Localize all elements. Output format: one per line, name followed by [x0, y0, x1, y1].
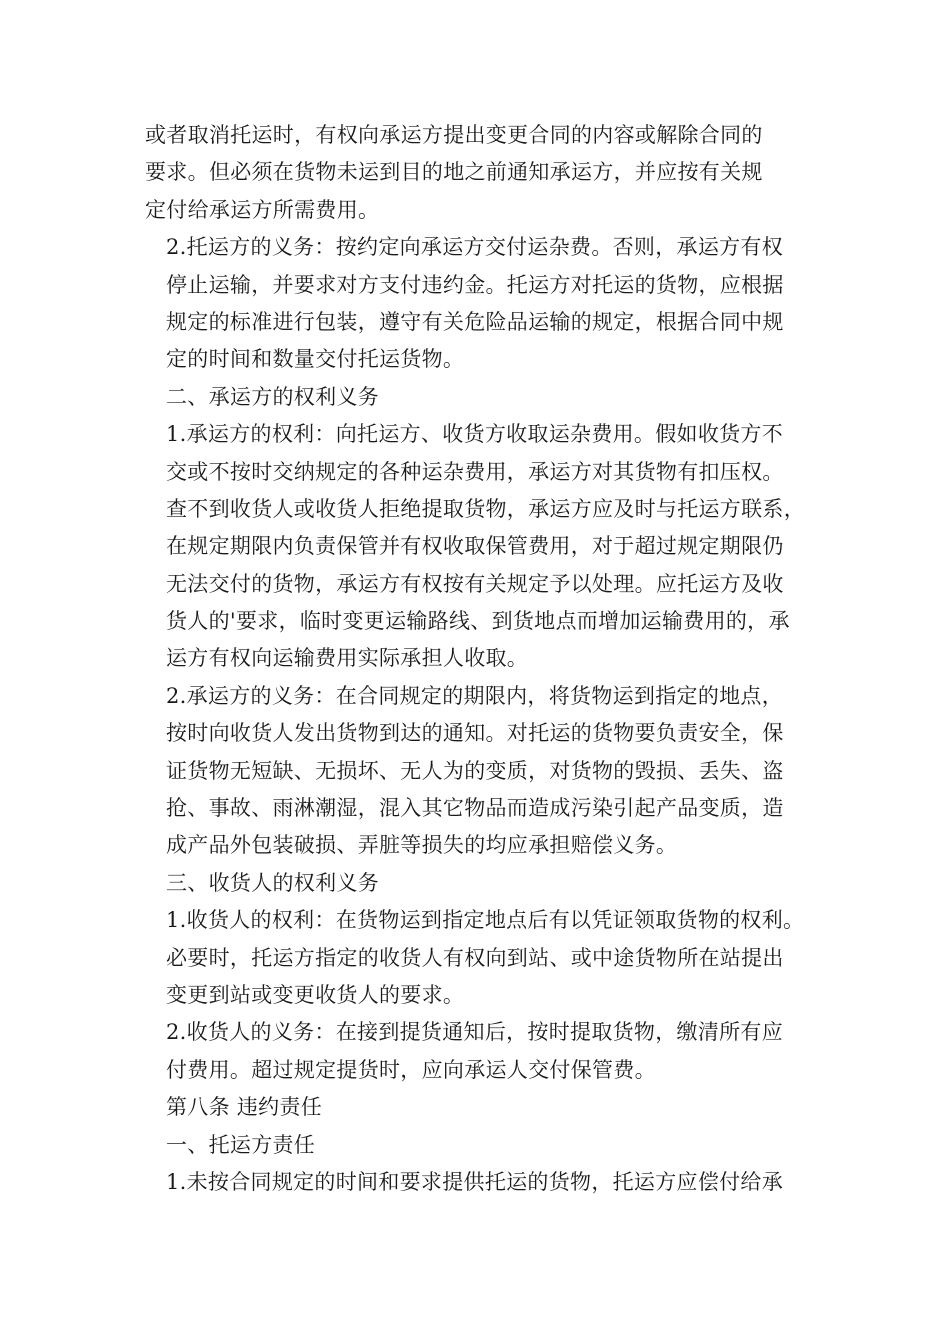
- paragraph: [145, 416, 810, 678]
- text-line: 按时向收货人发出货物到达的通知。对托运的货物要负责安全，保: [166, 721, 784, 746]
- text-line: 1.收货人的权利：在货物运到指定地点后有以凭证领取货物的权利。: [166, 908, 805, 933]
- text-line: 三、收货人的权利义务: [166, 870, 379, 895]
- text-line: 在规定期限内负责保管并有权收取保管费用，对于超过规定期限仍: [166, 534, 784, 559]
- text-line: 第八条 违约责任: [166, 1095, 323, 1120]
- text-line: 成产品外包装破损、弄脏等损失的均应承担赔偿义务。: [166, 833, 678, 858]
- paragraph: [145, 1014, 810, 1089]
- paragraph: [145, 1127, 810, 1164]
- text-line: 货人的'要求，临时变更运输路线、到货地点而增加运输费用的，承: [166, 609, 790, 634]
- text-line: 停止运输，并要求对方支付违约金。托运方对托运的货物，应根据: [166, 272, 784, 297]
- paragraph: [145, 229, 810, 379]
- paragraph: [145, 865, 810, 902]
- paragraph: [145, 1089, 810, 1126]
- text-line: 证货物无短缺、无损坏、无人为的变质，对货物的毁损、丢失、盗: [166, 758, 784, 783]
- text-line: 要求。但必须在货物未运到目的地之前通知承运方，并应按有关规: [145, 160, 763, 185]
- document-page: [145, 117, 810, 1201]
- document-body: [145, 117, 810, 1201]
- text-line: 2.承运方的义务：在合同规定的期限内，将货物运到指定的地点，: [166, 683, 784, 708]
- text-line: 2.收货人的义务：在接到提货通知后，按时提取货物，缴清所有应: [166, 1020, 784, 1045]
- text-line: 二、承运方的权利义务: [166, 384, 379, 409]
- paragraph: [145, 678, 810, 865]
- text-line: 无法交付的货物，承运方有权按有关规定予以处理。应托运方及收: [166, 571, 784, 596]
- text-line: 必要时，托运方指定的收货人有权向到站、或中途货物所在站提出: [166, 945, 784, 970]
- text-line: 规定的标准进行包装，遵守有关危险品运输的规定，根据合同中规: [166, 309, 784, 334]
- text-line: 抢、事故、雨淋潮湿，混入其它物品而造成污染引起产品变质，造: [166, 796, 784, 821]
- text-line: 2.托运方的义务：按约定向承运方交付运杂费。否则，承运方有权: [166, 235, 784, 260]
- text-line: 定付给承运方所需费用。: [145, 197, 380, 222]
- text-line: 或者取消托运时，有权向承运方提出变更合同的内容或解除合同的: [145, 123, 763, 147]
- paragraph: [145, 902, 810, 1014]
- text-line: 一、托运方责任: [166, 1132, 316, 1157]
- paragraph: [145, 117, 810, 229]
- text-line: 查不到收货人或收货人拒绝提取货物，承运方应及时与托运方联系，: [166, 496, 805, 521]
- text-line: 1.未按合同规定的时间和要求提供托运的货物，托运方应偿付给承: [166, 1169, 784, 1194]
- text-line: 1.承运方的权利：向托运方、收货方收取运杂费用。假如收货方不: [166, 422, 784, 447]
- text-line: 变更到站或变更收货人的要求。: [166, 982, 465, 1007]
- text-line: 运方有权向运输费用实际承担人收取。: [166, 646, 529, 671]
- paragraph: [145, 379, 810, 416]
- text-line: 交或不按时交纳规定的各种运杂费用，承运方对其货物有扣压权。: [166, 459, 784, 484]
- text-line: 付费用。超过规定提货时，应向承运人交付保管费。: [166, 1057, 656, 1082]
- text-line: 定的时间和数量交付托运货物。: [166, 347, 465, 372]
- paragraph: [145, 1164, 810, 1201]
